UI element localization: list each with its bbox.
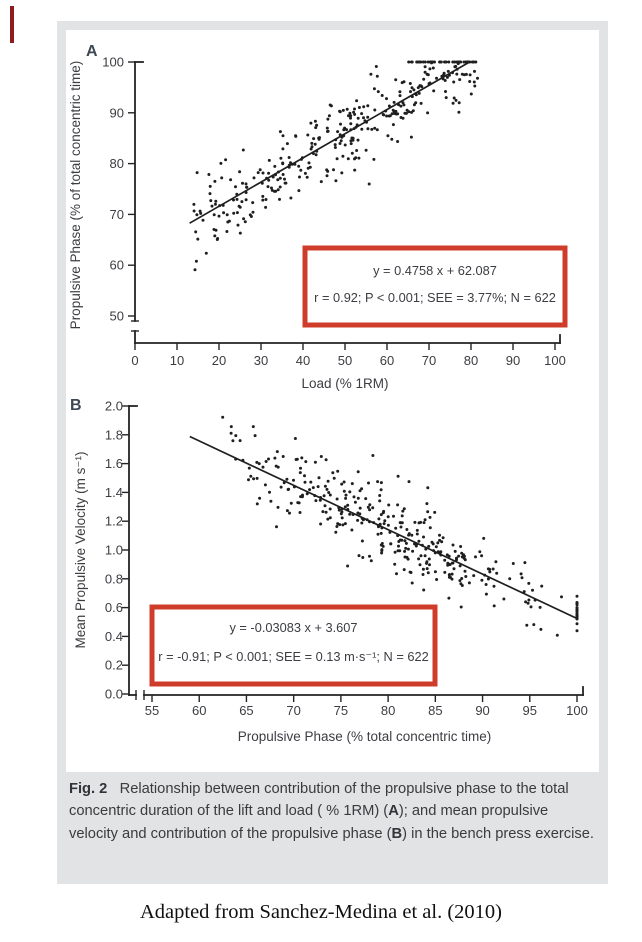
regression-stats: r = -0.91; P < 0.001; SEE = 0.13 m·s⁻¹; N = 622 — [158, 649, 429, 664]
svg-text:0.4: 0.4 — [104, 628, 123, 644]
svg-text:1.2: 1.2 — [104, 513, 123, 529]
svg-text:0.8: 0.8 — [104, 571, 123, 587]
caption-segment: A — [388, 803, 399, 820]
scatter-points — [192, 61, 479, 272]
svg-text:95: 95 — [522, 703, 538, 718]
x-tick-labels — [145, 695, 588, 718]
figure-caption — [69, 778, 597, 845]
svg-text:75: 75 — [333, 703, 349, 718]
svg-text:70: 70 — [286, 703, 301, 718]
scatter-plots-svg — [66, 30, 599, 772]
svg-text:70: 70 — [421, 353, 437, 368]
margin-change-bar — [10, 6, 14, 43]
y-axis — [131, 62, 143, 343]
x-axis — [129, 687, 583, 700]
svg-text:55: 55 — [144, 703, 160, 718]
svg-text:40: 40 — [295, 353, 311, 368]
svg-text:0: 0 — [131, 353, 139, 368]
annotation-box — [305, 248, 565, 325]
svg-text:90: 90 — [475, 703, 490, 718]
caption-segment: Relationship between contribution of the propulsive phase to the total concentric duration of the lift and load ( % 1RM) ( — [69, 781, 573, 820]
y-axis — [129, 406, 137, 695]
svg-text:80: 80 — [463, 353, 479, 368]
svg-text:80: 80 — [109, 156, 124, 172]
svg-text:85: 85 — [428, 703, 443, 718]
svg-text:0.0: 0.0 — [104, 686, 123, 702]
y-tick-labels — [102, 55, 135, 324]
annotation-box — [152, 607, 435, 684]
svg-text:60: 60 — [379, 353, 395, 368]
scatter-points — [221, 416, 578, 637]
svg-text:65: 65 — [239, 703, 254, 718]
x-axis — [135, 335, 560, 343]
svg-text:20: 20 — [211, 353, 227, 368]
y-tick-labels — [105, 399, 129, 702]
svg-text:70: 70 — [109, 206, 124, 222]
svg-text:90: 90 — [505, 353, 521, 368]
svg-text:50: 50 — [337, 353, 353, 368]
svg-text:50: 50 — [109, 308, 124, 324]
caption-segment: B — [391, 825, 403, 842]
svg-text:100: 100 — [102, 54, 124, 70]
source-attribution: Adapted from Sanchez-Medina et al. (2010) — [139, 901, 503, 923]
svg-text:0.2: 0.2 — [104, 657, 123, 673]
svg-text:90: 90 — [109, 105, 124, 121]
panel-letter: B — [70, 397, 82, 414]
regression-stats: r = 0.92; P < 0.001; SEE = 3.77%; N = 622 — [314, 290, 556, 305]
plot-B — [70, 397, 588, 744]
regression-equation: y = 0.4758 x + 62.087 — [373, 263, 497, 278]
regression-line — [190, 62, 469, 223]
svg-text:0.6: 0.6 — [104, 600, 123, 616]
svg-text:1.8: 1.8 — [104, 427, 123, 443]
svg-text:100: 100 — [544, 353, 566, 368]
svg-text:1.0: 1.0 — [104, 542, 123, 558]
caption-segment: Fig. 2 — [69, 781, 108, 797]
regression-equation: y = -0.03083 x + 3.607 — [229, 620, 358, 635]
figure-panel — [57, 21, 608, 884]
svg-text:30: 30 — [253, 353, 269, 368]
y-axis-title: Propulsive Phase (% of total concentric time) — [68, 60, 83, 330]
x-axis-title: Propulsive Phase (% total concentric time) — [237, 729, 492, 744]
svg-text:2.0: 2.0 — [104, 398, 123, 414]
plot-A — [68, 43, 566, 391]
x-axis-title: Load (% 1RM) — [301, 376, 389, 391]
svg-text:100: 100 — [566, 703, 588, 718]
svg-text:10: 10 — [169, 353, 185, 368]
chart-area — [66, 30, 599, 772]
svg-text:1.4: 1.4 — [104, 484, 123, 500]
caption-segment: ) in the bench press exercise. — [402, 825, 594, 842]
svg-text:1.6: 1.6 — [104, 456, 123, 472]
caption-segment: ); and mean propulsive velocity and contribution of the propulsive phase ( — [69, 803, 553, 842]
x-tick-labels — [131, 343, 565, 368]
svg-text:60: 60 — [191, 703, 207, 718]
regression-line — [190, 437, 577, 619]
y-axis-title: Mean Propulsive Velocity (m s⁻¹) — [73, 451, 88, 649]
svg-text:60: 60 — [109, 257, 124, 273]
svg-text:80: 80 — [380, 703, 396, 718]
panel-letter: A — [86, 43, 98, 60]
